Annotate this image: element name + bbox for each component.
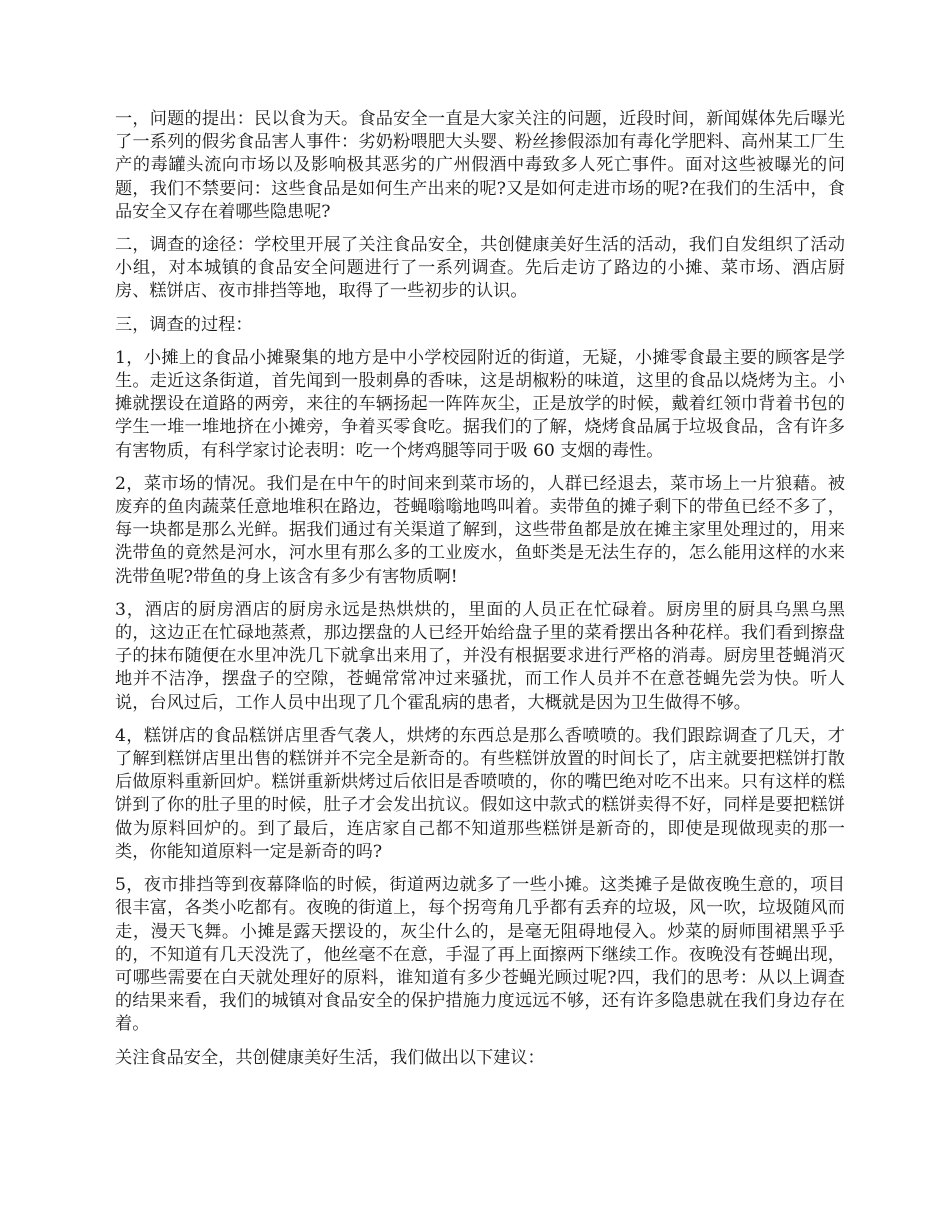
document-body	[115, 108, 845, 1080]
paragraph-suggestions-intro: 关注食品安全，共创健康美好生活，我们做出以下建议：	[115, 1047, 545, 1068]
paragraph-bakery: 4，糕饼店的食品糕饼店里香气袭人，烘烤的东西总是那么香喷喷的。我们跟踪调查了几天，才了解到糕饼店里出售的糕饼并不完全是新奇的。有些糕饼放置的时间长了，店主就要把糕饼打散后做原料重新回炉。糕饼重新烘烤过后依旧是香喷喷的，你的嘴巴绝对吃不出来。只有这样的糕饼到了你的肚子里的时候，肚子才会发出抗议。假如这中款式的糕饼卖得不好，同样是要把糕饼做为原料回炉的。到了最后，连店家自己都不知道那些糕饼是新奇的，即使是现做现卖的那一类，你能知道原料一定是新奇的吗?	[115, 725, 845, 862]
paragraph-street-stalls: 1，小摊上的食品小摊聚集的地方是中小学校园附近的街道，无疑，小摊零食最主要的顾客是学生。走近这条街道，首先闻到一股刺鼻的香味，这是胡椒粉的味道，这里的食品以烧烤为主。小摊就摆设在道路的两旁，来往的车辆扬起一阵阵灰尘，正是放学的时候，戴着红领巾背着书包的学生一堆一堆地挤在小摊旁，争着买零食吃。据我们的了解，烧烤食品属于垃圾食品，含有许多有害物质，有科学家讨论表明：吃一个烤鸡腿等同于吸 60 支烟的毒性。	[115, 347, 845, 461]
paragraph-restaurant-kitchen: 3，酒店的厨房酒店的厨房永远是热烘烘的，里面的人员正在忙碌着。厨房里的厨具乌黑乌黑的，这边正在忙碌地蒸煮，那边摆盘的人已经开始给盘子里的菜肴摆出各种花样。我们看到擦盘子的抹布随便在水里冲洗几下就拿出来用了，并没有根据要求进行严格的消毒。厨房里苍蝇消灭地并不洁净，摆盘子的空隙，苍蝇常常冲过来骚扰，而工作人员并不在意苍蝇先尝为快。听人说，台风过后，工作人员中出现了几个霍乱病的患者，大概就是因为卫生做得不够。	[115, 599, 845, 713]
paragraph-night-market: 5，夜市排挡等到夜幕降临的时候，街道两边就多了一些小摊。这类摊子是做夜晚生意的，项目很丰富，各类小吃都有。夜晚的街道上，每个拐弯角几乎都有丢弃的垃圾，风一吹，垃圾随风而走，漫天飞舞。小摊是露天摆设的，灰尘什么的，是毫无阻碍地侵入。炒菜的厨师围裙黑乎乎的，不知道有几天没洗了，他丝毫不在意，手湿了再上面擦两下继续工作。夜晚没有苍蝇出现，可哪些需要在白天就处理好的原料，谁知道有多少苍蝇光顾过呢?四，我们的思考：从以上调查的结果来看，我们的城镇对食品安全的保护措施力度远远不够，还有许多隐患就在我们身边存在着。	[115, 875, 845, 1035]
paragraph-vegetable-market: 2，菜市场的情况。我们是在中午的时间来到菜市场的，人群已经退去，菜市场上一片狼藉。被废弃的鱼肉蔬菜任意地堆积在路边，苍蝇嗡嗡地鸣叫着。卖带鱼的摊子剩下的带鱼已经不多了，每一块都是那么光鲜。据我们通过有关渠道了解到，这些带鱼都是放在摊主家里处理过的，用来洗带鱼的竟然是河水，河水里有那么多的工业废水，鱼虾类是无法生存的，怎么能用这样的水来洗带鱼呢?带鱼的身上该含有多少有害物质啊!	[115, 473, 845, 587]
paragraph-survey-process-heading: 三，调查的过程：	[115, 314, 253, 335]
paragraph-survey-method: 二，调查的途径：学校里开展了关注食品安全，共创健康美好生活的活动，我们自发组织了活动小组，对本城镇的食品安全问题进行了一系列调查。先后走访了路边的小摊、菜市场、酒店厨房、糕饼店、夜市排挡等地，取得了一些初步的认识。	[115, 235, 845, 302]
paragraph-problem-statement: 一，问题的提出：民以食为天。食品安全一直是大家关注的问题，近段时间，新闻媒体先后曝光了一系列的假劣食品害人事件：劣奶粉喂肥大头婴、粉丝掺假添加有毒化学肥料、高州某工厂生产的毒罐头流向市场以及影响极其恶劣的广州假酒中毒致多人死亡事件。面对这些被曝光的问题，我们不禁要问：这些食品是如何生产出来的呢?又是如何走进市场的呢?在我们的生活中，食品安全又存在着哪些隐患呢?	[115, 109, 845, 222]
